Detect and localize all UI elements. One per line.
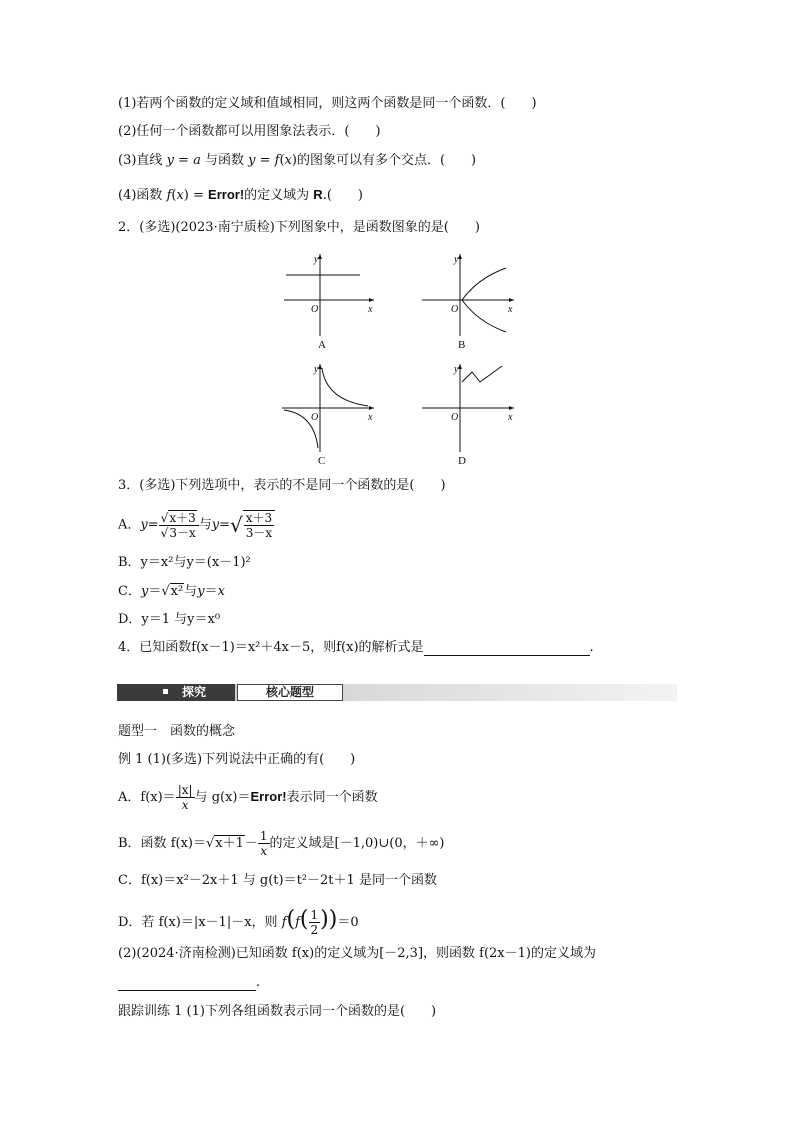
follow-training-1-stem: 跟踪训练 1 (1)下列各组函数表示同一个函数的是( ) [118,1004,437,1019]
type1-heading: 题型一 函数的概念 [118,724,236,739]
section-title: 核心题型 [237,684,343,701]
svg-text:O: O [451,304,459,315]
example1-option-b: B．函数 f(x)＝√x＋1－ $\frac{1}{x}$ 的定义域是[－1,0)∪(0，＋∞) [118,829,445,858]
q1-item-4: (4)函数 f(x) = Error!的定义域为 R.( ) [118,187,363,203]
svg-text:x: x [508,412,513,423]
q3-option-d: D．y＝1 与y＝x⁰ [118,612,221,627]
graph-a-label: A [318,339,326,351]
svg-text:O: O [451,412,459,423]
q3-stem: 3．(多选)下列选项中，表示的不是同一个函数的是( ) [118,478,446,493]
example1-part2-answer: . [118,974,260,991]
graph-b-label: B [458,339,466,351]
svg-text:O: O [311,304,319,315]
q3-option-c: C．y＝√x²与y＝x [118,584,225,599]
error-text: Error! [208,187,245,202]
example1-option-c: C．f(x)＝x²－2x＋1 与 g(t)＝t²－2t＋1 是同一个函数 [118,873,437,888]
q1-item-1: (1)若两个函数的定义域和值域相同，则这两个函数是同一个函数．( ) [118,96,537,111]
q4-stem: 4．已知函数f(x－1)＝x²＋4x－5，则f(x)的解析式是 . [118,640,594,655]
answer-blank[interactable] [118,974,256,991]
svg-text:O: O [311,412,319,423]
svg-text:y: y [314,364,319,375]
error-text: Error! [250,789,287,804]
q3-option-b: B．y＝x²与y＝(x－1)² [118,555,251,570]
svg-text:x: x [368,412,373,423]
svg-text:x: x [368,304,373,315]
q2-stem: 2．(多选)(2023·南宁质检)下列图象中，是函数图象的是( ) [118,220,480,235]
graph-b [418,250,518,340]
graph-d [418,360,518,455]
example1-option-a: A．f(x)＝ $\frac{|x|}{x}$ 与 g(x)＝Error!表示同一个函数 [118,783,378,812]
graph-d-label: D [458,455,466,467]
q3-option-a: A．y= $\frac{√x+3}{√3-x}$ 与y=√ $\frac{x+3}{3-x}$ [118,506,275,545]
svg-text:y: y [454,254,459,265]
svg-text:x: x [508,304,513,315]
answer-blank[interactable] [424,639,590,656]
example1-stem: 例 1 (1)(多选)下列说法中正确的有( ) [118,752,356,767]
svg-text:y: y [454,364,459,375]
example1-part2: (2)(2024·济南检测)已知函数 f(x)的定义域为[－2,3]，则函数 f(2x－1)的定义域为 [118,946,596,961]
square-icon [163,689,168,694]
graph-c [278,360,378,455]
graph-a [278,250,378,340]
example1-option-d: D．若 f(x)＝|x－1|－x，则 f(f( $\frac{1}{2}$ ))＝0 [118,907,359,937]
svg-text:y: y [314,254,319,265]
section-tag: 探究 [117,684,235,701]
q1-item-3: (3)直线 y = a 与函数 y = f(x)的图象可以有多个交点．( ) [118,153,477,168]
q1-item-2: (2)任何一个函数都可以用图象法表示．( ) [118,124,381,139]
graph-c-label: C [318,455,326,467]
